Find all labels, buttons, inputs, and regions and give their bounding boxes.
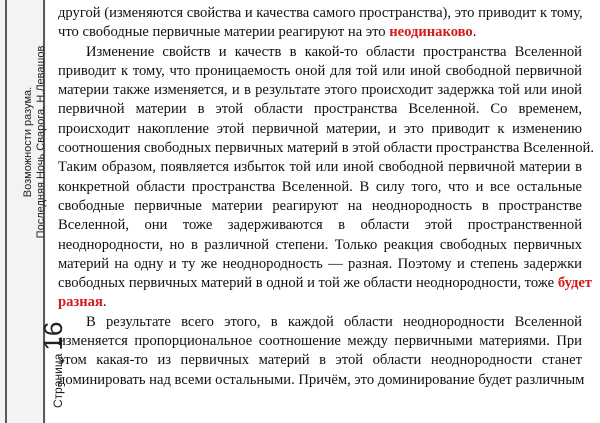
text-line: материи также изменяется, и в результате этого происходит задержка той или иной [58,82,582,99]
text-line: первичной материи в этой области пространства Вселенной. Со временем, [58,101,582,118]
running-header [22,27,48,257]
text-line: другой (изменяются свойства и качества самого пространства), это приводит к тому, [58,5,583,21]
text-line: Вселенной, они тоже задерживаются в области этой пространственной [58,217,582,234]
text-line: соотношения свободных первичных материй в этой области пространства Вселенной. [58,140,594,157]
text-line: свободные первичные материи реагируют на неоднородность в пространстве [58,197,582,214]
book-title: Возможности разума. [22,86,34,198]
paragraph-3 [58,313,585,390]
text-line: доминировать над всеми остальными. Причём, это доминирование будет различным [58,371,585,388]
sidebar-left-rule [5,0,7,423]
page-number: 16 [38,321,68,351]
text-line: Таким образом, появляется избыток той или иной свободной первичной материи в [58,159,582,176]
text-line: приводит к тому, что проницаемость оной для той или иной свободной первичной [58,62,582,79]
highlight-word: разная [58,294,103,311]
text-line: происходит накопление этой первичной материи, и это приводит к изменению [58,120,582,137]
text-line: этом какая-то из первичных материй в этой области неоднородности станет [58,352,582,369]
text-line [58,23,582,42]
text-line: Изменение свойств и качеств в какой-то области пространства Вселенной [86,43,582,60]
text-span: . [102,294,107,311]
page-sidebar [0,0,68,423]
text-span: что свободные первичные материи реагируют на это [58,24,390,41]
text-line: В результате всего этого, в каждой области неоднородности Вселенной [86,313,582,330]
text-line: изменяется пропорциональное соотношение между первичными материями. При [58,333,582,350]
text-span: свободных первичных материй в одной и той же области неоднородности, тоже [58,275,555,292]
text-span: . [472,24,477,41]
text-line [58,274,592,293]
text-line [58,293,582,312]
text-line: неоднородности, но в различной степени. Только реакция свободных первичных [58,236,582,253]
highlight-word: неодинаково [389,24,473,41]
body-text [58,4,594,390]
paragraph-2 [58,43,594,313]
book-subtitle: Последняя Ночь Сварога. Н.Левашов [35,45,47,239]
page-word: Страница [51,353,65,408]
text-line: конкретной области пространства Вселенной. В силу того, что и все остальные [58,178,582,195]
highlight-word: будет [557,275,592,292]
text-line: материй на одну и ту же неоднородность — разная. Поэтому и степень задержки [58,255,582,272]
paragraph-1 [58,4,582,43]
